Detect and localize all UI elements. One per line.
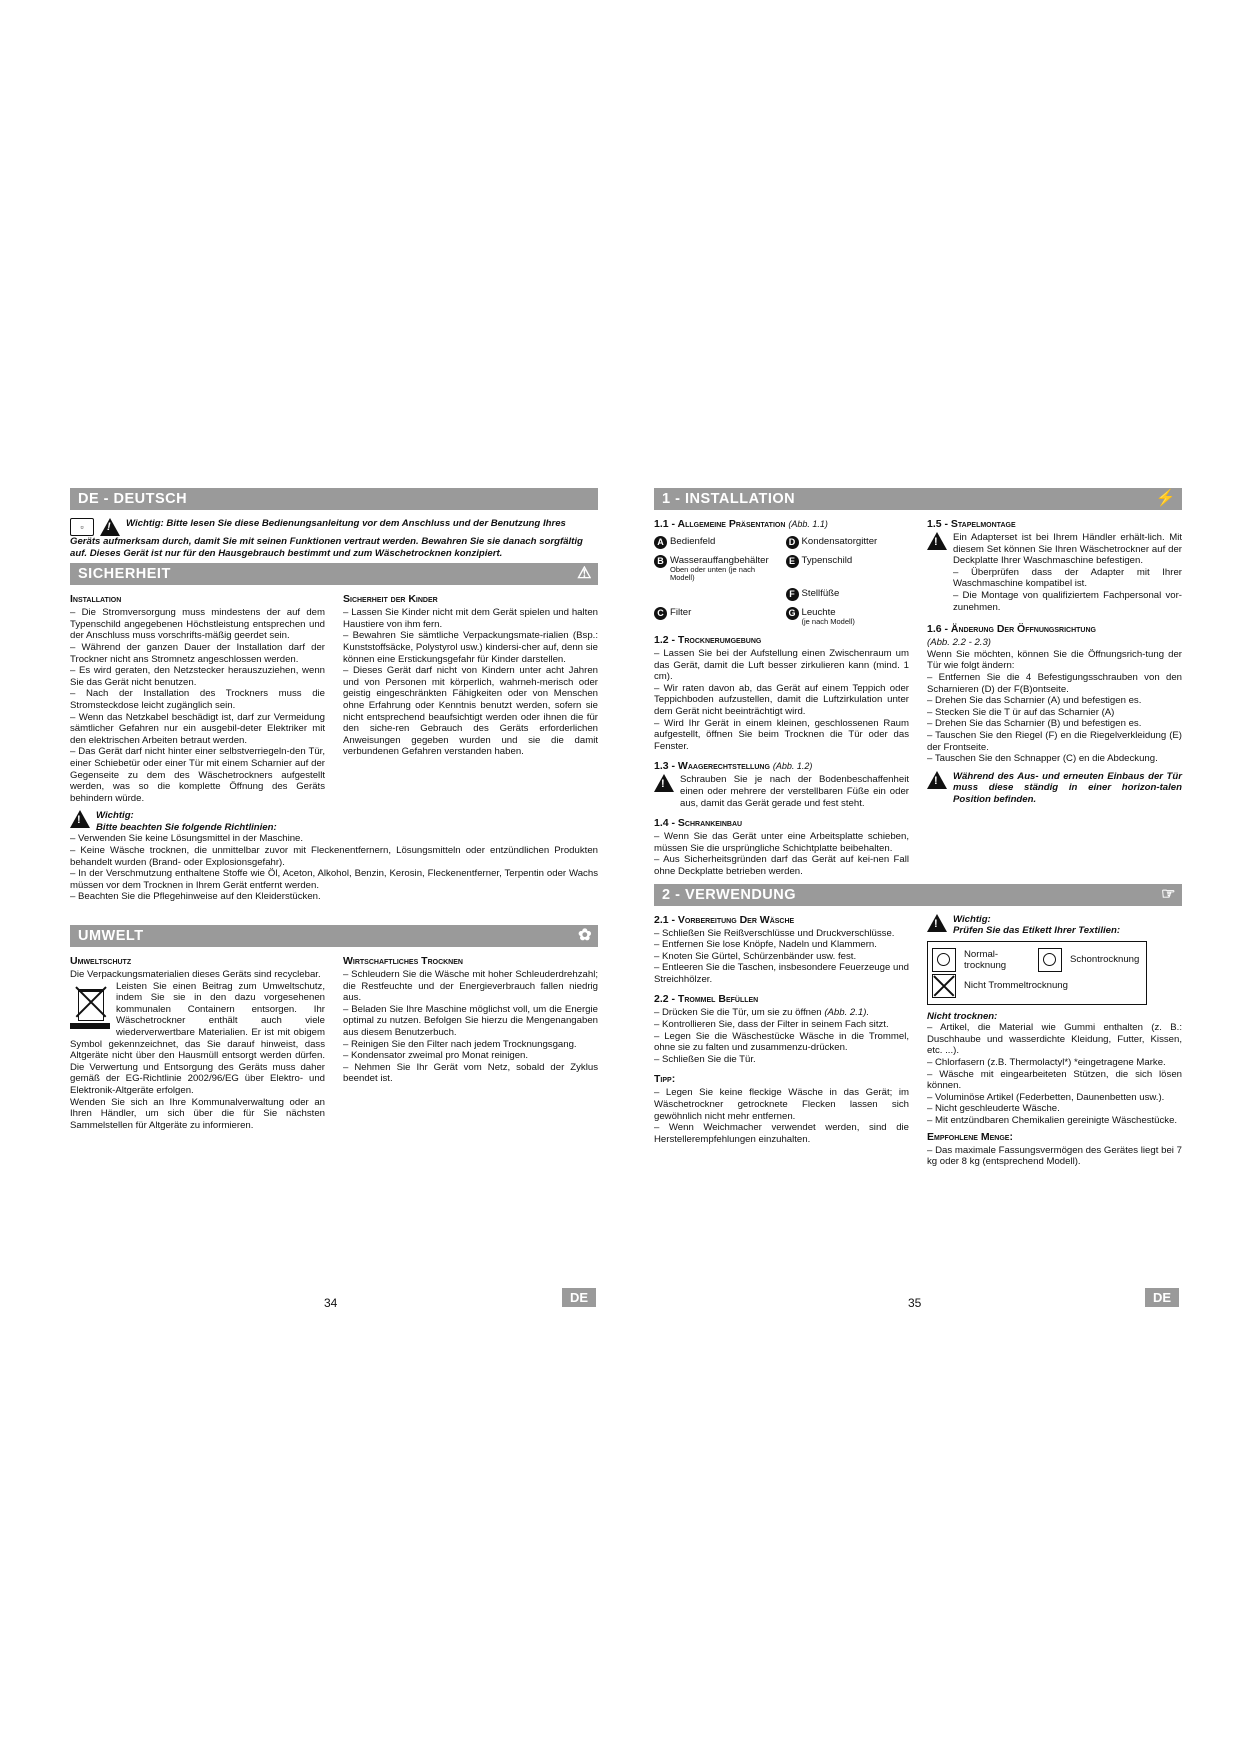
s14-text: – Wenn Sie das Gerät unter eine Arbeitsplatte schieben, müssen Sie die ursprüngliche Schichtplatte beibehalten. – Aus Sicherheitsgründen darf das Gerät auf kei-nen Fall ohne Deckplatte betrieben werden. (654, 831, 909, 877)
s16-heading: 1.6 - Änderung Der Öffnungsrichtung (927, 623, 1096, 636)
s13-heading: 1.3 - Waagerechtstellung (Abb. 1.2) (654, 760, 813, 773)
installation-heading: Installation (70, 593, 122, 606)
economy-text: – Schleudern Sie die Wäsche mit hoher Schleuderdrehzahl; die Restfeuchte und der Energieverbrauch fallen niedrig aus. – Beladen Sie Ihre Maschine möglichst voll, um die Energie optimal zu nutzen. Befolgen Sie hierzu die Mengenangaben aus diesem Benutzerbuch. – Reinigen Sie den Filter nach jedem Trocknungsgang. – Kondensator zweimal pro Monat reinigen. – Nehmen Sie Ihr Gerät vom Netz, sobald der Zyklus beendet ist. (343, 969, 598, 1085)
care-label: Wichtig: (953, 913, 991, 925)
solvent-warning (70, 810, 598, 833)
environment-text-2: Leisten Sie einen Beitrag zum Umweltschutz, indem Sie sie in den dazu vorgesehenen kommunalen Containern entsorgen. Ihr Wäschetrockner enthält auch viele wiederverwertbare Materialien. Er ist mit obigem Symbol gekennzeichnet, das Sie darauf hinweist, dass Altgeräte nicht über den Hausmüll entsorgt werden dürfen. Die Verwertung und Entsorgung des Geräts muss daher gemäß der EG-Richtlinie 2002/96/EG über Elektro- und Elektronik-Altgeräte erfolgen. Wenden Sie sich an Ihre Kommunalverwaltung oder an Ihren Händler, um sich über die für Sie nächsten Sammelstellen für Altgeräte zu informieren. (70, 980, 325, 1131)
s12-heading: 1.2 - Trocknerumgebung (654, 634, 762, 646)
warning-icon: ⚠ (577, 565, 592, 583)
s15-text: Ein Adapterset ist bei Ihrem Händler erhält-lich. Mit diesem Set können Sie Ihren Wäschetrockner auf der Deckplatte Ihrer Waschmaschine befestigen. – Überprüfen dass der Adapter mit Ihrer Waschmaschine kompatibel ist. – Die Montage von qualifiziertem Fachpersonal vor-zunehmen. (953, 532, 1182, 613)
legend-item: D Kondensatorgitter (786, 536, 910, 549)
language-header-bar (70, 488, 598, 510)
intro-text: Bitte lesen Sie diese Bedienungsanleitung vor dem Anschluss und der Benutzung Ihres Geräts aufmerksam durch, damit Sie mit seinen Funktionen vertraut werden. Bewahren Sie sie danach sorgfältig auf. Dieses Gerät ist nur für den Hausgebrauch bestimmt und zum Wäschetrocknen konzipiert. (70, 518, 583, 559)
legend-item: C Filter (654, 607, 778, 626)
legend-item (654, 588, 778, 601)
leaf-icon: ✿ (578, 927, 592, 945)
s11-heading (654, 518, 909, 530)
s16-text: Wenn Sie möchten, können Sie die Öffnungsrich-tung der Tür wie folgt ändern: – Entfernen Sie die 4 Befestigungsschrauben von den Scharnieren (D) der F(B)ontseite. – Drehen Sie das Scharnier (A) und befestigen es. – Stecken Sie die T ür auf das Scharnier (A) – Drehen Sie das Scharnier (B) und befestigen es. – Tauschen Sie den Riegel (F) en die Riegelverkleidung (E) der Frontseite. – Tauschen Sie den Schnapper (C) en die Abdeckung. (927, 648, 1182, 765)
usage-bar (654, 884, 1182, 906)
legend-item: E Typenschild (786, 555, 910, 582)
environment-column (70, 947, 325, 1131)
page-number-left: 34 (324, 1296, 338, 1310)
not-dry-heading: Nicht trocknen: (927, 1010, 998, 1022)
care-subtitle: Prüfen Sie das Etikett Ihrer Textilien: (953, 925, 1121, 937)
warning-icon: ! (654, 774, 674, 792)
s22-heading: 2.2 - Trommel Befüllen (654, 993, 759, 1006)
manual-book-icon: ▫ (70, 518, 94, 536)
environment-bar-label: UMWELT (78, 928, 144, 945)
s11-title: 1.1 - Allgemeine Präsentation (654, 518, 786, 530)
legend-item: G Leuchte (je nach Modell) (786, 607, 910, 626)
s21-heading: 2.1 - Vorbereitung Der Wäsche (654, 913, 795, 926)
amount-heading: Empfohlene Menge: (927, 1130, 1013, 1143)
care-symbols-box (927, 941, 1147, 1005)
s21-text: – Schließen Sie Reißverschlüsse und Druckverschlüsse. – Entfernen Sie lose Knöpfe, Nadeln und Klammern. – Knoten Sie Gürtel, Schürzenbänder usw. fest. – Entleeren Sie die Taschen, insbesondere Feuerzeuge und Streichhölzer. (654, 927, 909, 985)
amount-text: – Das maximale Fassungsvermögen des Gerätes liegt bei 7 kg oder 8 kg (entsprechend Modell). (927, 1144, 1182, 1168)
environment-text-1: Die Verpackungsmaterialien dieses Geräts sind recyclebar. (70, 969, 321, 981)
safety-columns (70, 585, 598, 804)
children-text: – Lassen Sie Kinder nicht mit dem Gerät spielen und halten Haustiere von ihm fern. – Bewahren Sie sämtliche Verpackungsmate-rialien (Bsp.: Kunststoffsäcke, Polystyrol usw.) kindersi-cher auf, denn sie können eine Erstickungsgefahr für Kinder darstellen. – Dieses Gerät darf nicht von Kindern unter acht Jahren und von Personen mit körperlich, wahrneh-merisch oder geistig eingeschränkten Fähigkeiten oder von Menschen ohne Erfahrung oder Kenntnis benutzt werden, sofern sie nicht entsprechend beaufsichtigt werden oder ihnen die für den siche-ren Gebrauch des Geräts erforderlichen Anweisungen gegeben wurden und sie die damit verbundenen Gefahren verstanden haben. (343, 607, 598, 758)
right-page (654, 488, 1182, 1168)
usage-left-column (654, 906, 909, 1168)
installation-column (70, 585, 325, 804)
installation-columns (654, 510, 1182, 878)
legend-item: F Stellfüße (786, 588, 910, 601)
plug-icon: ⚡ (1155, 490, 1176, 507)
language-header: DE - DEUTSCH (78, 491, 188, 507)
no-tumble-dry-icon (932, 974, 956, 998)
solvent-warning-subtitle: Bitte beachten Sie folgende Richtlinien: (96, 821, 277, 833)
s13-text: Schrauben Sie je nach der Bodenbeschaffenheit einen oder mehrere der verstellbaren Füße ein oder aus, damit das Gerät gerade und fest steht. (680, 774, 909, 809)
warning-icon: ! (70, 810, 90, 828)
s16-ref: (Abb. 2.2 - 2.3) (927, 637, 991, 649)
safety-bar (70, 563, 598, 585)
intro-notice (70, 518, 598, 559)
s15-block (927, 532, 1182, 613)
left-page (70, 488, 598, 1131)
s12-text: – Lassen Sie bei der Aufstellung einen Zwischenraum um das Gerät, damit die Luft besser zirkulieren kann (mind. 1 cm). – Wir raten davon ab, das Gerät auf einem Teppich oder Teppichboden aufzustellen, damit die Luftzirkulation unter dem Gerät nicht beeinträchtigt wird. – Wird Ihr Gerät in einem kleinen, geschlossenen Raum aufgestellt, öffnen Sie beim Trocknen die Tür oder das Fenster. (654, 648, 909, 752)
usage-columns (654, 906, 1182, 1168)
usage-right-column (927, 906, 1182, 1168)
economy-column (343, 947, 598, 1131)
environment-heading: Umweltschutz (70, 955, 132, 968)
economy-heading: Wirtschaftliches Trocknen (343, 955, 463, 968)
warning-icon: ! (927, 914, 947, 932)
safety-bar-label: SICHERHEIT (78, 566, 171, 583)
s16-warning-text: Während des Aus- und erneuten Einbaus der Tür muss diese ständig in einer horizon-talen Position befinden. (953, 770, 1182, 805)
installation-header-bar (654, 488, 1182, 510)
legend-item: A Bedienfeld (654, 536, 778, 549)
tipp-text: – Legen Sie keine fleckige Wäsche in das Gerät; im Wäschetrockner getrocknete Flecken lassen sich gewöhnlich nicht mehr entfernen. – Wenn Weichmacher verwendet werden, sind die Herstellerempfehlungen einzuhalten. (654, 1087, 909, 1145)
s16-warning (927, 771, 1182, 806)
care-gentle-label: Schontrocknung (1070, 954, 1140, 966)
s15-heading: 1.5 - Stapelmontage (927, 518, 1016, 530)
children-column (343, 585, 598, 804)
s11-ref: (Abb. 1.1) (788, 519, 828, 529)
s22-line-a: – Drücken Sie die Tür, um sie zu öffnen (Abb. 2.1). (654, 1007, 870, 1019)
tipp-heading: Tipp: (654, 1073, 676, 1086)
solvent-warning-label: Wichtig: (96, 810, 134, 822)
solvent-warning-text-block (96, 810, 598, 833)
children-heading: Sicherheit der Kinder (343, 593, 438, 606)
page-number-right: 35 (908, 1296, 922, 1310)
normal-dry-icon (932, 948, 956, 972)
gentle-dry-icon (1038, 948, 1062, 972)
legend-item: B Wasserauffangbehälter Oben oder unten (je nach Modell) (654, 555, 778, 582)
installation-text: – Die Stromversorgung muss mindestens der auf dem Typenschild angegebenen Höchstleistung entsprechen und der Anschluss muss vorschrifts-mäßig geerdet sein. – Während der ganzen Dauer der Installation darf der Trockner nicht ans Stromnetz angeschlossen werden. – Es wird geraten, den Netzstecker herauszuziehen, wenn Sie das Gerät nicht benutzen. – Nach der Installation des Trockners muss die Stromsteckdose leicht zugänglich sein. – Wenn das Netzkabel beschädigt ist, darf zur Vermeidung sämtlicher Gefahren nur ein ausgebil-deter Elektriker mit den elektrischen Arbeiten betraut werden. – Das Gerät darf nicht hinter einer selbstverriegeln-den Tür, einer Schiebetür oder einer Tür mit einem Scharnier auf der Gegenseite zu dem des Wäschetrockners aufgestellt werden, was so die komplette Öffnung des Geräts behindern würde. (70, 607, 325, 804)
s14-heading: 1.4 - Schrankeinbau (654, 817, 743, 830)
intro-paragraph (70, 518, 598, 559)
s22-text: – Kontrollieren Sie, dass der Filter in seinem Fach sitzt. – Legen Sie die Wäschestücke Wäsche in die Trommel, ohne sie zu falten und zusammenzu-drücken. – Schließen Sie die Tür. (654, 1019, 909, 1065)
usage-bar-label: 2 - VERWENDUNG (662, 886, 797, 903)
care-normal-label: Normal- trocknung (964, 948, 1007, 971)
not-dry-text: – Artikel, die Material wie Gummi enthalten (z. B.: Duschhaube und wasserdichte Kleidung, Futter, Kissen, etc. ...). – Chlorfasern (z.B. Thermolactyl*) *eingetragene Marke. – Wäsche mit eingearbeiteten Stützen, die sich lösen können. – Voluminöse Artikel (Federbetten, Daunenbetten usw.). – Nicht geschleuderte Wäsche. – Mit entzündbaren Chemikalien gereinigte Wäschestücke. (927, 1022, 1182, 1127)
intro-label: Wichtig: (126, 518, 164, 529)
s13-block (654, 774, 909, 809)
installation-left-column (654, 510, 909, 878)
weee-crossed-bin-icon (70, 983, 110, 1029)
warning-icon: ! (927, 532, 947, 550)
installation-header: 1 - INSTALLATION (662, 491, 796, 507)
environment-bar (70, 925, 598, 947)
solvent-warning-text: – Verwenden Sie keine Lösungsmittel in der Maschine. – Keine Wäsche trocknen, die unmittelbar zuvor mit Fleckenentfernern, Lösungsmitteln oder entzündlichen Produkten behandelt wurden (Brand- oder Explosionsgefahr). – In der Verschmutzung enthaltene Stoffe wie Öl, Aceton, Alkohol, Benzin, Kerosin, Fleckenentferner, Terpentin oder Wachs müssen vor dem Trocknen in Ihrem Gerät entfernt werden. – Beachten Sie die Pflegehinweise auf den Kleiderstücken. (70, 833, 598, 903)
language-badge-right: DE (1145, 1288, 1179, 1307)
care-warning (927, 914, 1182, 937)
warning-icon: ! (100, 518, 120, 536)
warning-icon: ! (927, 771, 947, 789)
installation-right-column (927, 510, 1182, 878)
environment-columns (70, 947, 598, 1131)
hand-icon: ☞ (1161, 885, 1176, 903)
care-none-label: Nicht Trommeltrocknung (964, 980, 1068, 992)
language-badge-left: DE (562, 1288, 596, 1307)
parts-legend (654, 536, 909, 626)
